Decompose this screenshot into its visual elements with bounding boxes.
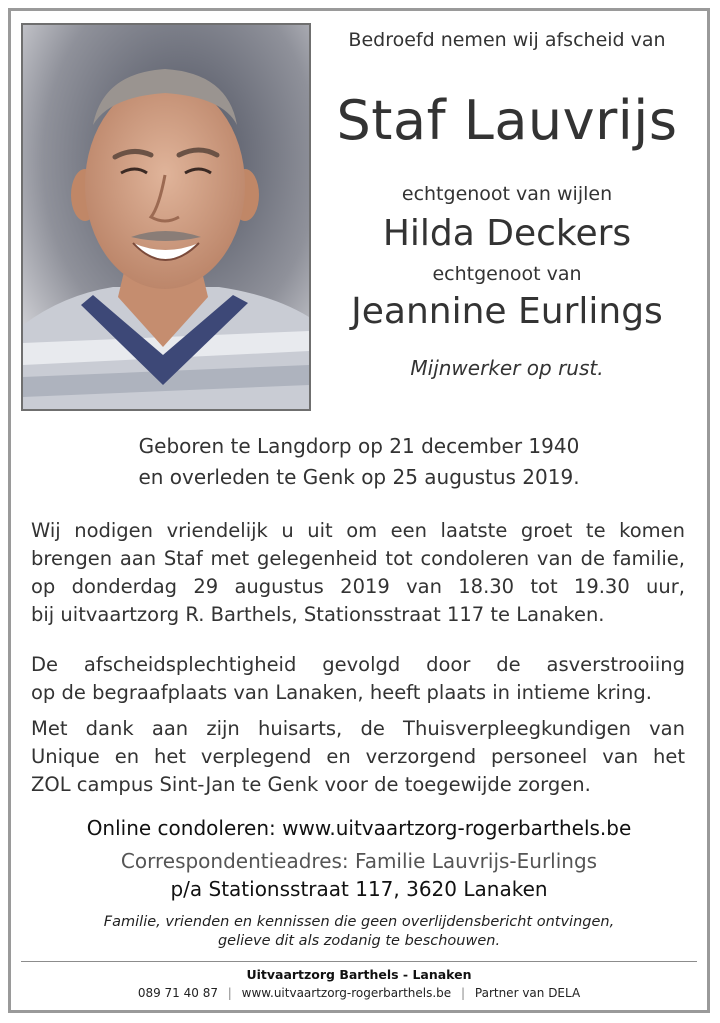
- funeral-home-name: Uitvaartzorg Barthels - Lanaken: [246, 967, 472, 982]
- online-condolence-link[interactable]: Online condoleren: www.uitvaartzorg-rogerbarthels.be: [86, 816, 632, 840]
- birth-line: Geboren te Langdorp op 21 december 1940: [138, 434, 580, 458]
- death-notice-card: [8, 8, 710, 1013]
- paragraph-ceremony: [31, 651, 685, 707]
- relation-text-1: echtgenoot van wijlen: [401, 183, 613, 205]
- footer-separator: |: [227, 986, 232, 1000]
- occupation-text: Mijnwerker op rust.: [410, 356, 604, 380]
- correspondence-address-line-2: p/a Stationsstraat 117, 3620 Lanaken: [170, 877, 548, 901]
- correspondence-address-line-1: Correspondentieadres: Familie Lauvrijs-Eurlings: [120, 849, 598, 873]
- paragraph-line: Wij nodigen vriendelijk u uit om een laatste groet te komen: [31, 519, 685, 542]
- birth-death-dates: [11, 431, 707, 493]
- paragraph-line: op donderdag 29 augustus 2019 van 18.30 tot 19.30 uur,: [31, 575, 685, 598]
- disclaimer-line: gelieve dit als zodanig te beschouwen.: [217, 933, 501, 949]
- spouse-name-2: Jeannine Eurlings: [351, 291, 663, 332]
- paragraph-line: De afscheidsplechtigheid gevolgd door de asverstrooiing: [31, 653, 685, 676]
- disclaimer-line: Familie, vrienden en kennissen die geen overlijdensbericht ontvingen,: [103, 914, 615, 930]
- footer-separator: |: [461, 986, 466, 1000]
- portrait-photo: [21, 23, 311, 411]
- footer-contact-line: [11, 986, 707, 1000]
- paragraph-thanks: [31, 715, 685, 799]
- paragraph-line: op de begraafplaats van Lanaken, heeft plaats in intieme kring.: [31, 681, 652, 704]
- footer-phone[interactable]: 089 71 40 87: [137, 986, 218, 1000]
- intro-text: Bedroefd nemen wij afscheid van: [348, 29, 666, 51]
- paragraph-line: ZOL campus Sint-Jan te Genk voor de toegewijde zorgen.: [31, 773, 591, 796]
- paragraph-line: Unique en het verplegend en verzorgend personeel van het: [31, 745, 685, 768]
- footer-divider: [21, 961, 697, 962]
- paragraph-invitation: [31, 517, 685, 629]
- relation-text-2: echtgenoot van: [432, 263, 582, 285]
- portrait-illustration: [23, 25, 309, 409]
- paragraph-line: brengen aan Staf met gelegenheid tot condoleren van de familie,: [31, 547, 685, 570]
- paragraph-line: bij uitvaartzorg R. Barthels, Stationsstraat 117 te Lanaken.: [31, 603, 605, 626]
- notice-disclaimer: [11, 913, 707, 951]
- footer-partner: Partner van DELA: [474, 986, 581, 1000]
- deceased-name: Staf Lauvrijs: [336, 89, 678, 152]
- spouse-name-1: Hilda Deckers: [382, 213, 632, 254]
- paragraph-line: Met dank aan zijn huisarts, de Thuisverpleegkundigen van: [31, 717, 685, 740]
- death-line: en overleden te Genk op 25 augustus 2019.: [138, 465, 580, 489]
- footer-website-link[interactable]: www.uitvaartzorg-rogerbarthels.be: [241, 986, 452, 1000]
